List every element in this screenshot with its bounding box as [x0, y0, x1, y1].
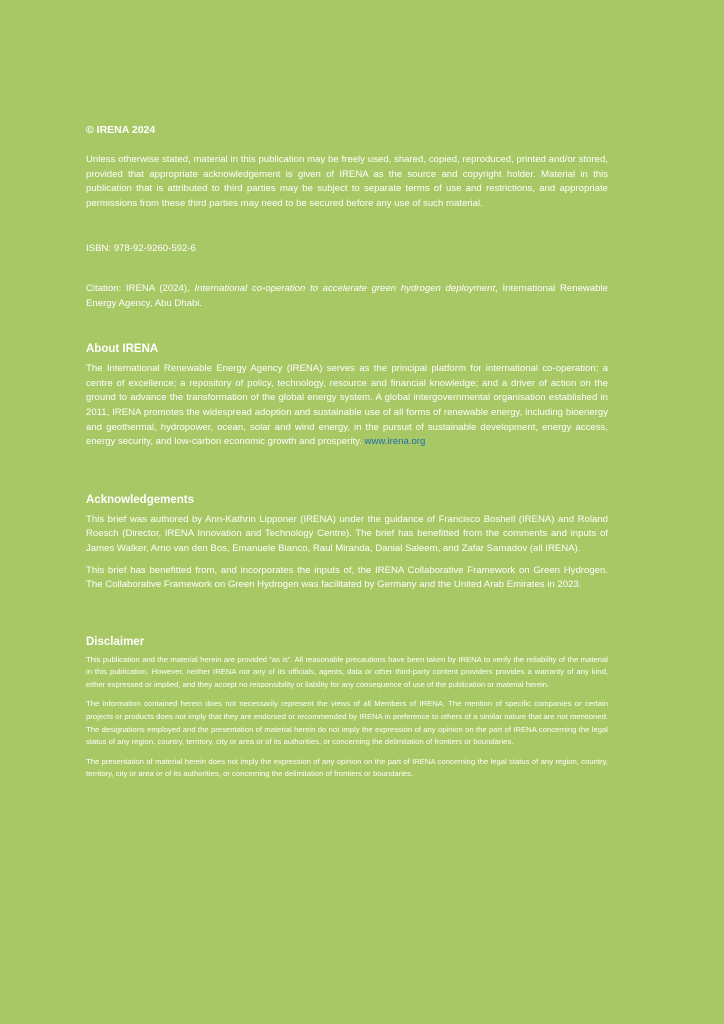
- disclaimer-heading: Disclaimer: [86, 635, 145, 648]
- irena-website-link[interactable]: www.irena.org: [364, 436, 426, 448]
- citation-prefix: Citation: IRENA (2024),: [86, 282, 195, 294]
- disclaimer-paragraph: The presentation of material herein does not imply the expression of any opinion on the part of IRENA concerning the legal status of any region, country, territory, city or area or of its authorities, or concerning the delimitation of frontiers or boundaries.: [86, 756, 608, 779]
- disclaimer-paragraph: This publication and the material herein are provided “as is”. All reasonable precautions have been taken by IRENA to verify the reliability of the material in this publication. However, neither IRENA nor any of its officials, agents, data or other third-party content providers provides a warranty of any kind, either expressed or implied, and they accept no responsibility or liability for any consequence of use of the publication or material herein.: [86, 654, 608, 689]
- about-heading: About IRENA: [86, 343, 159, 356]
- acknowledgements-heading: Acknowledgements: [86, 493, 194, 506]
- acknowledgements-paragraph: This brief was authored by Ann-Kathrin Lipponer (IRENA) under the guidance of Francisco Boshell (IRENA) and Roland Roesch (Director, IRENA Innovation and Technology Centre). The brief has benefitted from the comments and inputs of James Walker, Arno van den Bos, Emanuele Bianco, Raul Miranda, Danial Saleem, and Zafar Samadov (all IRENA).: [86, 513, 608, 554]
- citation-title: International co-operation to accelerate green hydrogen deployment: [194, 282, 496, 294]
- about-text: [86, 362, 608, 450]
- acknowledgements-paragraph: This brief has benefitted from, and incorporates the inputs of, the IRENA Collaborative Framework on Green Hydrogen. The Collaborative Framework on Green Hydrogen was facilitated by Germany and the United Arab Emirates in 2023.: [86, 564, 608, 591]
- copyright-page: [86, 120, 608, 781]
- about-body: The International Renewable Energy Agency (IRENA) serves as the principal platform for international co-operation; a centre of excellence; a repository of policy, technology, resource and financial knowledge; and a driver of action on the ground to advance the transformation of the global energy system. A global intergovernmental organisation established in 2011, IRENA promotes the widespread adoption and sustainable use of all forms of renewable energy, including bioenergy and geothermal, hydropower, ocean, solar and wind energy, in the pursuit of sustainable development, energy access, energy security, and low-carbon economic growth and prosperity.: [86, 363, 608, 448]
- disclaimer-paragraph: The information contained herein does not necessarily represent the views of all Members of IRENA. The mention of specific companies or certain projects or products does not imply that they are endorsed or recommended by IRENA in preference to others of a similar nature that are not mentioned. The designations employed and the presentation of material herein do not imply the expression of any opinion on the part of IRENA concerning the legal status of any region, country, territory, city or area or of its authorities, or concerning the delimitation of frontiers or boundaries.: [86, 699, 608, 747]
- citation-suffix: , International Renewable Energy Agency, Abu Dhabi.: [86, 282, 608, 309]
- citation: [86, 282, 608, 311]
- isbn: ISBN: 978-92-9260-592-6: [86, 243, 196, 255]
- usage-terms: Unless otherwise stated, material in this publication may be freely used, shared, copied, reproduced, printed and/or stored, provided that appropriate acknowledgement is given of IRENA as the source and copyright holder. Material in this publication that is attributed to third parties may be subject to separate terms of use and restrictions, and appropriate permissions from these third parties may need to be secured before any use of such material.: [86, 154, 608, 209]
- copyright-notice: © IRENA 2024: [86, 124, 156, 136]
